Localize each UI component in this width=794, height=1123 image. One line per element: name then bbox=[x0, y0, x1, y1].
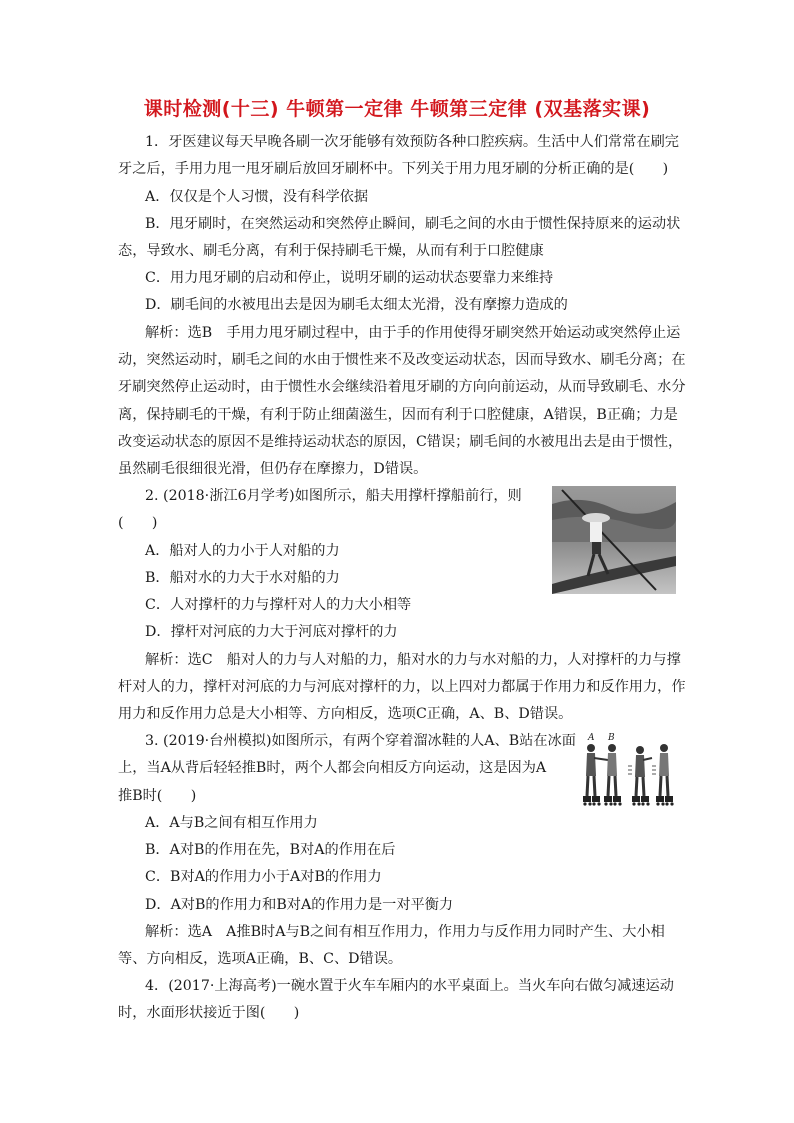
q2-option-b: B．船对水的力大于水对船的力 bbox=[145, 570, 340, 586]
q1-option-a: A．仅仅是个人习惯，没有科学依据 bbox=[145, 189, 369, 205]
boatman-photo bbox=[552, 486, 676, 594]
q3-option-b: B．A对B的作用在先，B对A的作用在后 bbox=[145, 842, 396, 858]
q1-answer-line-2: 动，突然运动时，刷毛之间的水由于惯性来不及改变运动状态，因而导致水、刷毛分离；在 bbox=[118, 352, 686, 368]
q3-stem-line-3: 推B时( ) bbox=[118, 788, 197, 804]
q2-option-a: A．船对人的力小于人对船的力 bbox=[145, 543, 340, 559]
skaters-figure bbox=[578, 730, 676, 810]
q1-stem-line-2: 牙之后，手用力甩一甩牙刷后放回牙刷杯中。下列关于用力甩牙刷的分析正确的是( ) bbox=[118, 161, 669, 177]
page-title: 课时检测(十三) 牛顿第一定律 牛顿第三定律 (双基落实课) bbox=[143, 98, 651, 120]
skater-b-label: B bbox=[608, 733, 615, 743]
q2-answer-line-3: 用力和反作用力总是大小相等、方向相反，选项C正确，A、B、D错误。 bbox=[118, 706, 573, 722]
q1-option-c: C．用力甩牙刷的启动和停止，说明牙刷的运动状态要靠力来维持 bbox=[145, 270, 554, 286]
boatman-photo-graphic bbox=[552, 486, 676, 594]
q1-answer-line-5: 改变运动状态的原因不是维持运动状态的原因，C错误；刷毛间的水被甩出去是由于惯性， bbox=[118, 434, 683, 450]
q3-stem-line-2: 上，当A从背后轻轻推B时，两个人都会向相反方向运动，这是因为A bbox=[118, 760, 547, 776]
q2-stem-line-2: ( ) bbox=[118, 515, 158, 531]
q4-stem-line-1: 4．(2017·上海高考)一碗水置于火车车厢内的水平桌面上。当火车向右做匀减速运动 bbox=[145, 978, 674, 994]
q2-option-d: D．撑杆对河底的力大于河底对撑杆的力 bbox=[145, 624, 398, 640]
q1-answer-line-4: 离，保持刷毛的干燥，有利于防止细菌滋生，因而有利于口腔健康，A错误，B正确；力是 bbox=[118, 407, 678, 423]
q2-answer-line-2: 杆对人的力，撑杆对河底的力与河底对撑杆的力，以上四对力都属于作用力和反作用力，作 bbox=[118, 679, 686, 695]
q3-option-a: A．A与B之间有相互作用力 bbox=[145, 815, 318, 831]
q3-answer-line-1: 解析：选A A推B时A与B之间有相互作用力，作用力与反作用力同时产生、大小相 bbox=[145, 924, 665, 940]
q3-stem-line-1: 3. (2019·台州模拟)如图所示，有两个穿着溜冰鞋的人A、B站在冰面 bbox=[145, 733, 576, 749]
q1-answer-line-1: 解析：选B 手用力甩牙刷过程中，由于手的作用使得牙刷突然开始运动或突然停止运 bbox=[145, 325, 681, 341]
q1-option-d: D．刷毛间的水被甩出去是因为刷毛太细太光滑，没有摩擦力造成的 bbox=[145, 297, 568, 313]
q2-answer-line-1: 解析：选C 船对人的力与人对船的力，船对水的力与水对船的力，人对撑杆的力与撑 bbox=[145, 652, 681, 668]
q1-option-b-line-2: 态，导致水、刷毛分离，有利于保持刷毛干燥，从而有利于口腔健康 bbox=[118, 243, 544, 259]
q1-stem-line-1: 1．牙医建议每天早晚各刷一次牙能够有效预防各种口腔疾病。生活中人们常常在刷完 bbox=[145, 134, 679, 150]
q1-answer-line-3: 牙刷突然停止运动时，由于惯性水会继续沿着甩牙刷的方向向前运动，从而导致刷毛、水分 bbox=[118, 379, 686, 395]
q2-stem-line-1: 2. (2018·浙江6月学考)如图所示，船夫用撑杆撑船前行，则 bbox=[145, 488, 522, 504]
skater-a-label: A bbox=[588, 733, 595, 743]
q2-option-c: C．人对撑杆的力与撑杆对人的力大小相等 bbox=[145, 597, 412, 613]
q1-option-b-line-1: B．甩牙刷时，在突然运动和突然停止瞬间，刷毛之间的水由于惯性保持原来的运动状 bbox=[145, 216, 681, 232]
q3-option-d: D．A对B的作用力和B对A的作用力是一对平衡力 bbox=[145, 897, 454, 913]
q3-option-c: C．B对A的作用力小于A对B的作用力 bbox=[145, 869, 382, 885]
skaters-figure-graphic bbox=[578, 730, 676, 810]
q3-answer-line-2: 等、方向相反，选项A正确，B、C、D错误。 bbox=[118, 951, 403, 967]
q4-stem-line-2: 时，水面形状接近于图( ) bbox=[118, 1005, 300, 1021]
q1-answer-line-6: 虽然刷毛很细很光滑，但仍存在摩擦力，D错误。 bbox=[118, 461, 428, 477]
